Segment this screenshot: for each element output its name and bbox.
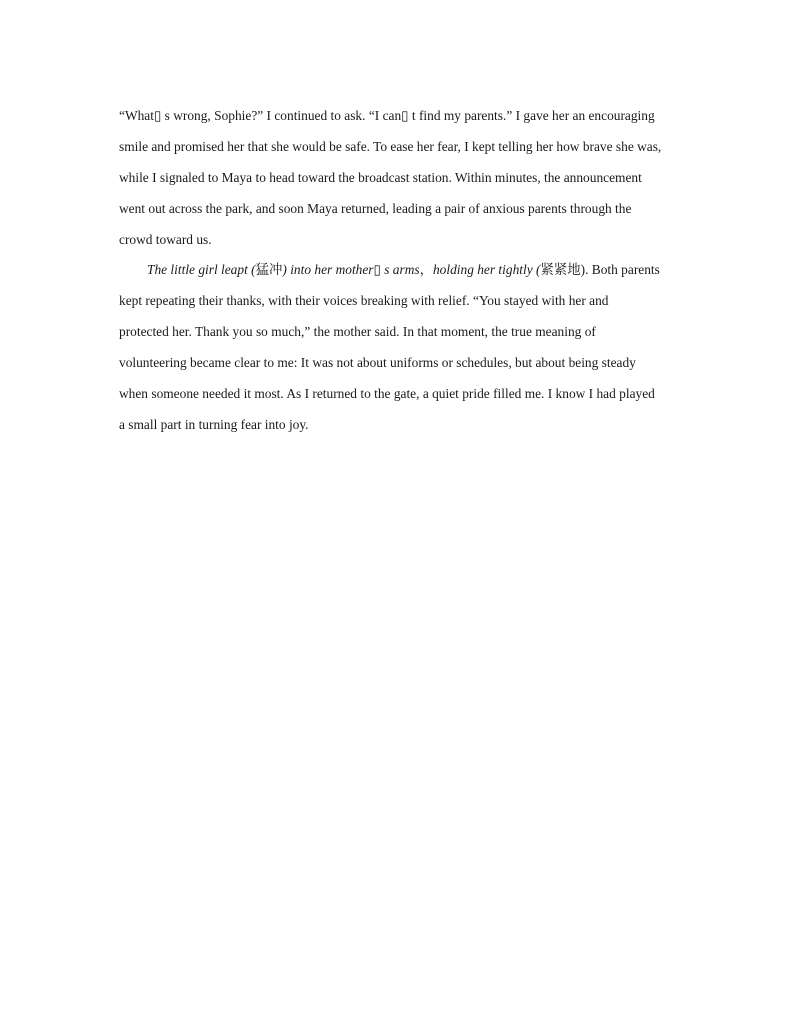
chinese-gloss-text: 紧紧地: [540, 262, 581, 278]
text-line: volunteering became clear to me: It was not about uniforms or schedules, but about being steady: [119, 355, 636, 371]
text-line: went out across the park, and soon Maya returned, leading a pair of anxious parents through the: [119, 200, 632, 216]
paragraph-1: [119, 101, 689, 255]
text-line: protected her. Thank you so much,” the mother said. In that moment, the true meaning of: [119, 324, 596, 340]
text-line: “What▯ s wrong, Sophie?” I continued to ask. “I can▯ t find my parents.” I gave her an encouraging: [119, 108, 655, 123]
italic-text: The little girl leapt (: [147, 262, 256, 278]
body-text: [119, 101, 689, 441]
chinese-comma: ，: [419, 262, 433, 278]
chinese-gloss-text: 猛冲: [255, 262, 283, 278]
text-line: kept repeating their thanks, with their voices breaking with relief. “You stayed with her and: [119, 293, 609, 309]
italic-text: ) into her mother▯ s arms: [282, 262, 420, 278]
text-line: crowd toward us.: [119, 231, 212, 247]
paragraph-2: [119, 255, 689, 440]
text-line: a small part in turning fear into joy.: [119, 416, 309, 432]
italic-text: (: [532, 262, 541, 278]
text-line: smile and promised her that she would be safe. To ease her fear, I kept telling her how brave she was,: [119, 138, 662, 154]
text-line: when someone needed it most. As I returned to the gate, a quiet pride filled me. I know I had played: [119, 386, 655, 402]
text-line-first: [119, 255, 689, 286]
text-line: while I signaled to Maya to head toward the broadcast station. Within minutes, the announcement: [119, 169, 642, 185]
italic-text: holding her tightly: [432, 262, 533, 278]
plain-text: ). Both parents: [580, 262, 660, 278]
